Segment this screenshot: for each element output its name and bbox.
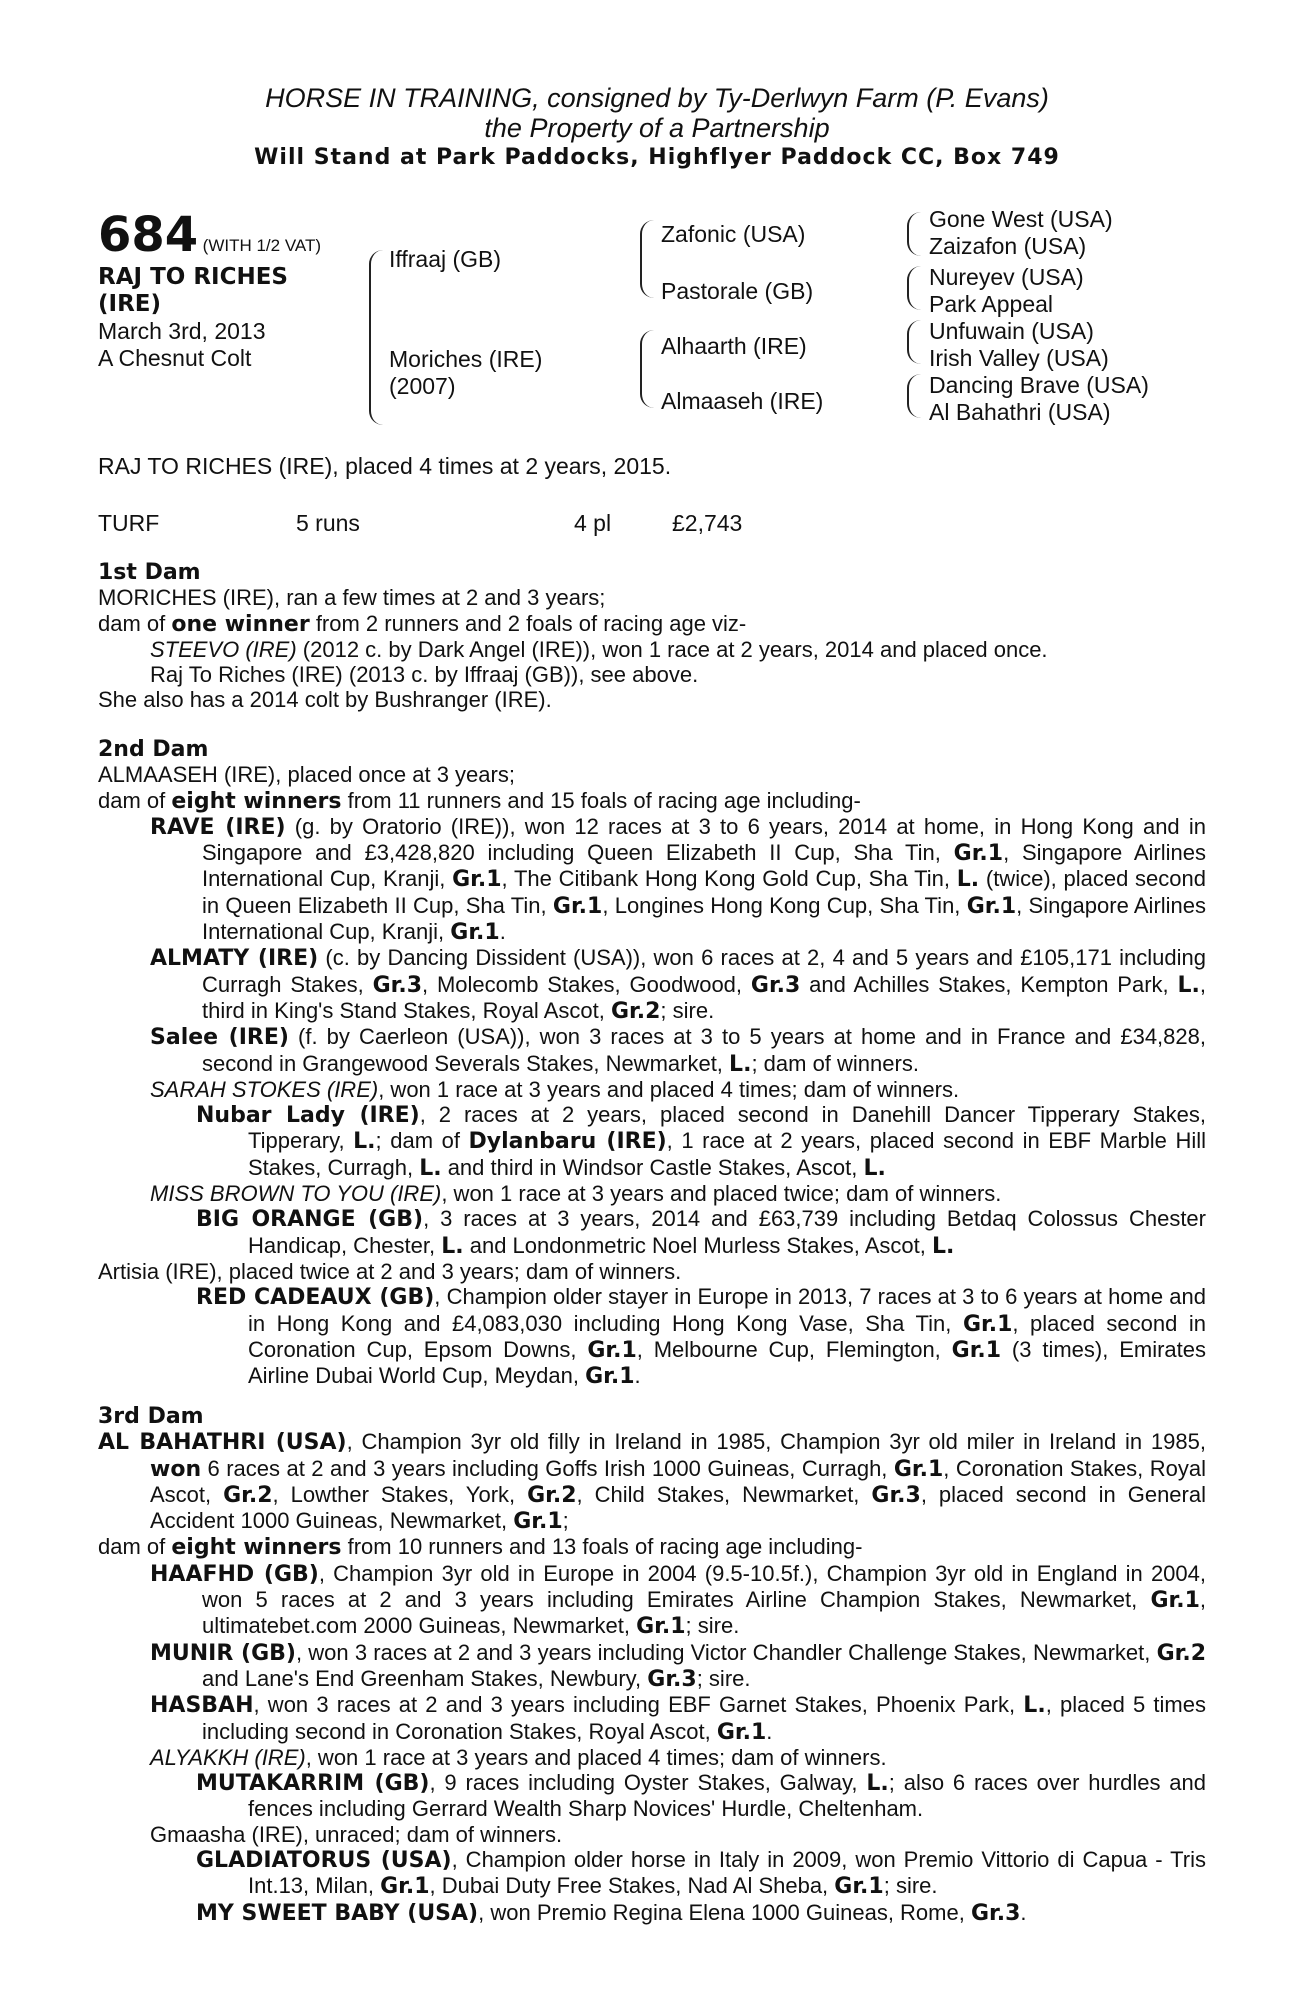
produce-entry: SARAH STOKES (IRE), won 1 race at 3 years and placed 4 times; dam of winners. [150,1076,960,1102]
first-dam-line: MORICHES (IRE), ran a few times at 2 and 3 years; [98,585,606,611]
record-runs: 5 runs [296,510,360,536]
produce-entry: ALMATY (IRE) (c. by Dancing Dissident (USA)), won 6 races at 2, 4 and 5 years and £105,171 including Curragh Stakes, Gr.3, Molecomb Stakes, Goodwood, Gr.3 and Achilles Stakes, Kempton Park, L., third in King's Stand Stakes, Royal Ascot, Gr.2; sire. [150,945,1207,1024]
produce-entry: STEEVO (IRE) (2012 c. by Dark Angel (IRE)), won 1 race at 2 years, 2014 and placed once. [150,636,1048,662]
lot-number-row [98,207,322,263]
pedigree-brace-2a [640,220,654,298]
produce-entry: BIG ORANGE (GB), 3 races at 3 years, 2014 and £63,739 including Betdaq Colossus Chester Handicap, Chester, L. and Londonmetric Noel Murless Stakes, Ascot, L. [196,1206,1206,1259]
third-dam-heading: 3rd Dam [98,1404,204,1429]
horse-name-line2: (IRE) [98,291,162,317]
lot-number: 684 [98,207,199,263]
third-dam-line: AL BAHATHRI (USA), Champion 3yr old filly in Ireland in 1985, Champion 3yr old miler in Ireland in 1985, won 6 races at 2 and 3 years including Goffs Irish 1000 Guineas, Curragh, Gr.1, Coronation Stakes, Royal Ascot, Gr.2, Lowther Stakes, York, Gr.2, Child Stakes, Newmarket, Gr.3, placed second in General Accident 1000 Guineas, Newmarket, Gr.1; [98,1429,1206,1535]
record-surface: TURF [98,510,160,536]
produce-entry: HAAFHD (GB), Champion 3yr old in Europe in 2004 (9.5-10.5f.), Champion 3yr old in England in 2004, won 5 races at 2 and 3 years including Emirates Airline Champion Stakes, Newmarket, Gr.1, ultimatebet.com 2000 Guineas, Newmarket, Gr.1; sire. [150,1560,1207,1640]
dam-sire: Alhaarth (IRE) [661,333,807,359]
race-summary: RAJ TO RICHES (IRE), placed 4 times at 2 years, 2015. [98,453,672,479]
record-placed: 4 pl [574,510,612,536]
vat-note: (WITH 1/2 VAT) [202,236,322,255]
sire-dam-dam: Park Appeal [929,291,1054,317]
produce-entry: HASBAH, won 3 races at 2 and 3 years including EBF Garnet Stakes, Phoenix Park, L., placed 5 times including second in Coronation Stakes, Royal Ascot, Gr.1. [150,1692,1206,1745]
first-dam-heading: 1st Dam [98,560,201,585]
produce-entry: MY SWEET BABY (USA), won Premio Regina Elena 1000 Guineas, Rome, Gr.3. [196,1899,1027,1926]
pedigree-brace-2b [640,330,654,408]
second-dam-line: ALMAASEH (IRE), placed once at 3 years; [98,762,515,788]
pedigree-brace-3a [907,212,921,256]
dam-dam-sire: Dancing Brave (USA) [929,372,1149,398]
pedigree-brace-3c [907,320,921,364]
stand-line: Will Stand at Park Paddocks, Highflyer Paddock CC, Box 749 [254,145,1060,170]
produce-entry: RED CADEAUX (GB), Champion older stayer in Europe in 2013, 7 races at 3 to 6 years at home and in Hong Kong and £4,083,030 including Hong Kong Vase, Sha Tin, Gr.1, placed second in Coronation Cup, Epsom Downs, Gr.1, Melbourne Cup, Flemington, Gr.1 (3 times), Emirates Airline Dubai World Cup, Meydan, Gr.1. [196,1284,1207,1390]
first-dam-note: She also has a 2014 colt by Bushranger (IRE). [98,687,552,713]
second-dam-heading: 2nd Dam [98,737,209,762]
sire-sire: Zafonic (USA) [661,221,806,247]
third-dam-produce-line: dam of eight winners from 10 runners and 13 foals of racing age including- [98,1534,863,1561]
pedigree-brace-1 [369,250,383,425]
produce-entry: Salee (IRE) (f. by Caerleon (USA)), won 3 races at 3 to 5 years at home and in France and £34,828, second in Grangewood Severals Stakes, Newmarket, L.; dam of winners. [150,1024,1206,1077]
dam-sire-sire: Unfuwain (USA) [929,318,1094,344]
sire-sire-sire: Gone West (USA) [929,206,1113,232]
sire-sire-dam: Zaizafon (USA) [929,233,1087,259]
property-line: the Property of a Partnership [484,113,830,143]
dam: Moriches (IRE) [389,346,543,372]
produce-entry: GLADIATORUS (USA), Champion older horse in Italy in 2009, won Premio Vittorio di Capua - Tris Int.13, Milan, Gr.1, Dubai Duty Free Stakes, Nad Al Sheba, Gr.1; sire. [196,1847,1206,1900]
horse-description: A Chesnut Colt [98,345,252,371]
first-dam-produce-line: dam of one winner from 2 runners and 2 foals of racing age viz- [98,610,747,637]
dam-dam: Almaaseh (IRE) [661,388,824,414]
dam-year: (2007) [389,373,456,399]
first-dam-section [98,560,1206,713]
pedigree-brace-3b [907,266,921,310]
pedigree-brace-3d [907,374,921,418]
produce-entry: MUNIR (GB), won 3 races at 2 and 3 years including Victor Chandler Challenge Stakes, Newmarket, Gr.2 and Lane's End Greenham Stakes, Newbury, Gr.3; sire. [150,1639,1206,1692]
dam-dam-dam: Al Bahathri (USA) [929,399,1111,425]
sire-dam-sire: Nureyev (USA) [929,264,1084,290]
consignor-line: HORSE IN TRAINING, consigned by Ty-Derlwyn Farm (P. Evans) [265,83,1049,113]
produce-entry: Artisia (IRE), placed twice at 2 and 3 years; dam of winners. [98,1258,682,1284]
foaling-date: March 3rd, 2013 [98,318,266,344]
produce-entry: Nubar Lady (IRE), 2 races at 2 years, placed second in Danehill Dancer Tipperary Stakes, Tipperary, L.; dam of Dylanbaru (IRE), 1 race at 2 years, placed second in EBF Marble Hill Stakes, Curragh, L. and third in Windsor Castle Stakes, Ascot, L. [196,1102,1206,1181]
second-dam-produce-line: dam of eight winners from 11 runners and 15 foals of racing age including- [98,787,861,814]
sire-dam: Pastorale (GB) [661,278,814,304]
record-earnings: £2,743 [672,510,743,536]
produce-entry: Gmaasha (IRE), unraced; dam of winners. [150,1821,563,1847]
produce-entry: MUTAKARRIM (GB), 9 races including Oyster Stakes, Galway, L.; also 6 races over hurdles and fences including Gerrard Wealth Sharp Novices' Hurdle, Cheltenham. [196,1770,1206,1822]
produce-entry: ALYAKKH (IRE), won 1 race at 3 years and placed 4 times; dam of winners. [150,1744,887,1770]
horse-name-line1: RAJ TO RICHES [98,264,288,290]
produce-entry: RAVE (IRE) (g. by Oratorio (IRE)), won 12 races at 3 to 6 years, 2014 at home, in Hong Kong and in Singapore and £3,428,820 including Queen Elizabeth II Cup, Sha Tin, Gr.1, Singapore Airlines International Cup, Kranji, Gr.1, The Citibank Hong Kong Gold Cup, Sha Tin, L. (twice), placed second in Queen Elizabeth II Cup, Sha Tin, Gr.1, Longines Hong Kong Cup, Sha Tin, Gr.1, Singapore Airlines International Cup, Kranji, Gr.1. [150,813,1207,946]
sire: Iffraaj (GB) [389,246,502,272]
third-dam-section [98,1404,1206,1926]
produce-entry: Raj To Riches (IRE) (2013 c. by Iffraaj (GB)), see above. [150,662,699,688]
second-dam-section [98,737,1206,1389]
produce-entry: MISS BROWN TO YOU (IRE), won 1 race at 3 years and placed twice; dam of winners. [150,1181,1002,1207]
dam-sire-dam: Irish Valley (USA) [929,345,1109,371]
